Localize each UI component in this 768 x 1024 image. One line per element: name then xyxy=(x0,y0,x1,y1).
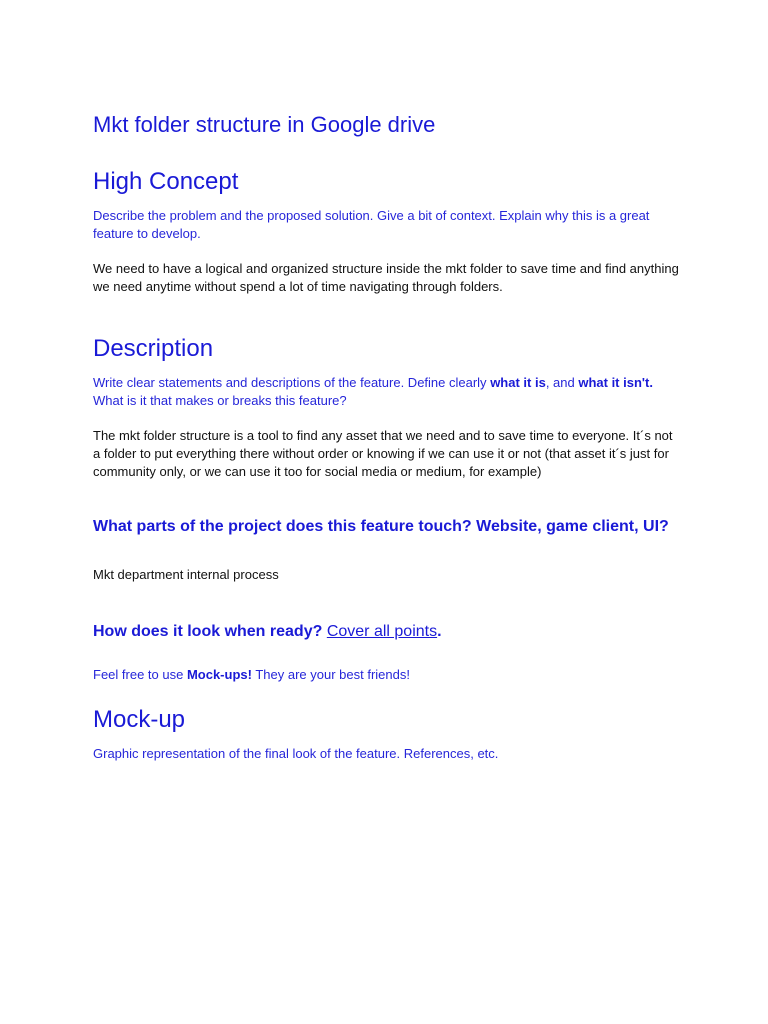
mockups-note xyxy=(93,666,683,684)
parts-answer: Mkt department internal process xyxy=(93,567,279,582)
description-prompt xyxy=(93,374,683,410)
ready-question-text: How does it look when ready? xyxy=(93,623,327,640)
description-prompt-text-2: , and xyxy=(545,375,579,390)
high-concept-heading: High Concept xyxy=(93,168,239,195)
mockup-prompt: Graphic representation of the final look of the feature. References, etc. xyxy=(93,746,499,761)
mockup-heading: Mock-up xyxy=(93,706,186,733)
description-prompt-what-it-isnt: what it isn't. xyxy=(578,375,653,390)
ready-question-period: . xyxy=(437,623,442,640)
document-title: Mkt folder structure in Google drive xyxy=(93,112,436,137)
description-answer: The mkt folder structure is a tool to find any asset that we need and to save time to everyone. It´s not a folder to put everything there without order or knowing if we can use it or not (that asset it´s just for community only, or we can use it too for social media or medium, for example) xyxy=(93,428,673,479)
description-heading: Description xyxy=(93,335,214,362)
cover-all-points-link[interactable]: Cover all points xyxy=(326,623,438,640)
description-prompt-what-it-is: what it is xyxy=(490,375,546,390)
mockups-note-text-1: Feel free to use xyxy=(93,667,187,682)
high-concept-answer: We need to have a logical and organized structure inside the mkt folder to save time and find anything we need anytime without spend a lot of time navigating through folders. xyxy=(93,261,679,294)
mockups-note-text-2: They are your best friends! xyxy=(251,667,410,682)
description-prompt-text-1: Write clear statements and descriptions of the feature. Define clearly xyxy=(93,375,491,390)
parts-question: What parts of the project does this feature touch? Website, game client, UI? xyxy=(93,518,669,535)
description-prompt-text-3: What is it that makes or breaks this feature? xyxy=(93,393,347,408)
high-concept-prompt: Describe the problem and the proposed solution. Give a bit of context. Explain why this is a great feature to develop. xyxy=(93,208,650,241)
mockups-note-bold: Mock-ups! xyxy=(186,667,252,682)
ready-question xyxy=(93,621,683,643)
